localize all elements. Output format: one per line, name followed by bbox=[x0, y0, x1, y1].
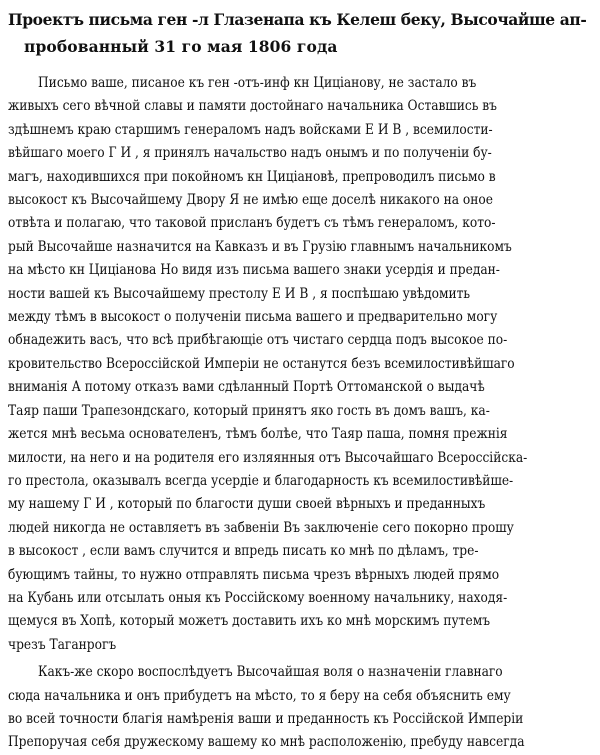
text-line: во всей точности благiя намѣренiя ваши и преданность къ Россiйской Имперiи bbox=[8, 710, 524, 727]
document-page bbox=[8, 6, 592, 755]
text-line: щемуся въ Хопѣ, который можетъ доставить ихъ ко мнѣ морскимъ путемъ bbox=[8, 613, 490, 630]
text-line: Препоручая себя дружескому вашему ко мнѣ расположенiю, пребуду навсегда bbox=[8, 734, 525, 751]
text-line: вниманiя А потому отказъ вами сдѣланный Портѣ Оттоманской о выдачѣ bbox=[8, 379, 485, 396]
text-line: рый Высочайше назначится на Кавказъ и въ Грузiю главнымъ начальникомъ bbox=[8, 238, 512, 255]
title-line: Проектъ письма ген -л Глазенапа къ Келеш беку, Высочайше ап- bbox=[8, 10, 587, 29]
text-line: бующимъ тайны, то нужно отправлять письма чрезъ вѣрныхъ людей прямо bbox=[8, 566, 500, 583]
text-line: Письмо ваше, писаное къ ген -отъ-инф кн Цицiанову, не застало въ bbox=[38, 75, 477, 91]
text-line: в высокост , если вамъ случится и впредь писать ко мнѣ по дѣламъ, тре- bbox=[8, 543, 479, 560]
text-line: магъ, находившихся при покойномъ кн Цицiановѣ, препроводилъ письмо в bbox=[8, 168, 496, 185]
text-line: Таяр паши Трапезондскаго, который принятъ яко гость въ домъ вашъ, ка- bbox=[8, 402, 490, 419]
text-line: людей никогда не оставляетъ въ забвенiи Въ заключенiе сего покорно прошу bbox=[8, 519, 514, 536]
text-line: отвѣта и полагаю, что таковой присланъ будетъ съ тѣмъ генераломъ, кото- bbox=[8, 215, 496, 232]
text-line: жется мнѣ весьма основателенъ, тѣмъ болѣе, что Таяр паша, помня прежнiя bbox=[8, 426, 508, 443]
text-line: чрезъ Таганрогъ bbox=[8, 636, 117, 653]
text-line: между тѣмъ в высокост о полученiи письма вашего и предварительно могу bbox=[8, 309, 498, 326]
text-line: го престола, оказывалъ всегда усердiе и благодарность къ всемилостивѣйше- bbox=[8, 472, 514, 489]
text-line: на Кубань или отсылать оныя къ Россiйскому военному начальнику, находя- bbox=[8, 589, 508, 606]
paragraph bbox=[8, 661, 592, 755]
text-line: милости, на него и на родителя его изляянныя отъ Высочайшаго Всероссiйска- bbox=[8, 449, 528, 466]
text-line: обнадежить васъ, что всѣ прибѣгающiе отъ чистаго сердца подъ высокое по- bbox=[8, 332, 508, 349]
title-line: пробованный 31 го мая 1806 года bbox=[24, 37, 338, 56]
text-line: му нашему Г И , который по благости души своей вѣрныхъ и преданныхъ bbox=[8, 496, 486, 513]
text-line: вѣйшаго моего Г И , я принялъ начальство надъ онымъ и по полученiи бу- bbox=[8, 145, 492, 162]
text-line: высокост къ Высочайшему Двору Я не имѣю еще доселѣ никакого на оное bbox=[8, 192, 494, 209]
text-line: Какъ-же скоро воспослѣдуетъ Высочайшая воля о назначенiи главнаго bbox=[38, 664, 503, 681]
document-body bbox=[8, 72, 592, 755]
text-line: живыхъ сего вѣчной славы и памяти достойнаго начальника Оставшись въ bbox=[8, 98, 497, 115]
document-title bbox=[8, 6, 592, 60]
text-line: на мѣсто кн Цицiанова Но видя изъ письма вашего знаки усердiя и предан- bbox=[8, 262, 500, 279]
text-line: ности вашей къ Высочайшему престолу Е И В , я поспѣшаю увѣдомить bbox=[8, 285, 471, 302]
text-line: здѣшнемъ краю старшимъ генераломъ надъ войсками Е И В , всемилости- bbox=[8, 121, 493, 138]
paragraph bbox=[8, 72, 592, 657]
text-line: сюда начальника и онъ прибудетъ на мѣсто, то я беру на себя объяснить ему bbox=[8, 687, 511, 704]
text-line: кровительство Всероссiйской Имперiи не останутся безъ всемилостивѣйшаго bbox=[8, 355, 515, 372]
